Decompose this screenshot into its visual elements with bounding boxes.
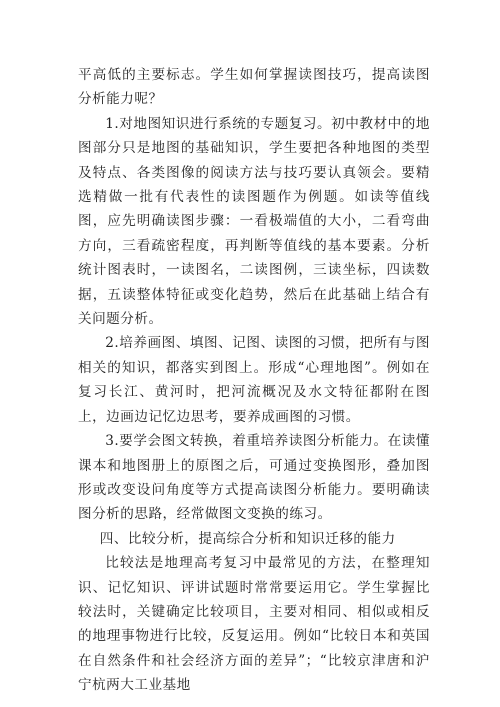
paragraph-comparison-method: 比较法是地理高考复习中最常见的方法，在整理知识、记忆知识、评讲试题时常常要运用它。学生掌握比较法时，关键确定比较项目，主要对相同、相似或相反的地理事物进行比较，反复运用。例如“比较日本和英国在自然条件和社会经济方面的差异”；“比较京津唐和沪宁杭两大工业基地 <box>78 555 430 694</box>
document-body <box>78 63 430 698</box>
paragraph-point-1: 1.对地图知识进行系统的专题复习。初中教材中的地图部分只是地图的基础知识，学生要把各种地图的类型及特点、各类图像的阅读方法与技巧要认真领会。要精选精做一批有代表性的读图题作为例题。如读等值线图，应先明确读图步骤：一看极端值的大小，二看弯曲方向，三看疏密程度，再判断等值线的基本要素。分析统计图表时，一读图名，二读图例，三读坐标，四读数据，五读整体特征或变化趋势，然后在此基础上结合有关问题分析。 <box>78 115 430 328</box>
paragraph-intro-continuation: 平高低的主要标志。学生如何掌握读图技巧，提高读图分析能力呢？ <box>78 67 430 108</box>
paragraph-point-3: 3.要学会图文转换，着重培养读图分析能力。在读懂课本和地图册上的原图之后，可通过变换图形，叠加图形或改变设问角度等方式提高读图分析能力。要明确读图分析的思路，经常做图文变换的练习。 <box>78 433 430 523</box>
paragraph-point-2: 2.培养画图、填图、记图、读图的习惯，把所有与图相关的知识，都落实到图上。形成“心理地图”。例如在复习长江、黄河时，把河流概况及水文特征都附在图上，边画边记忆边思考，要养成画图的习惯。 <box>78 335 430 425</box>
section-heading-4: 四、比较分析，提高综合分析和知识迁移的能力 <box>99 530 396 547</box>
